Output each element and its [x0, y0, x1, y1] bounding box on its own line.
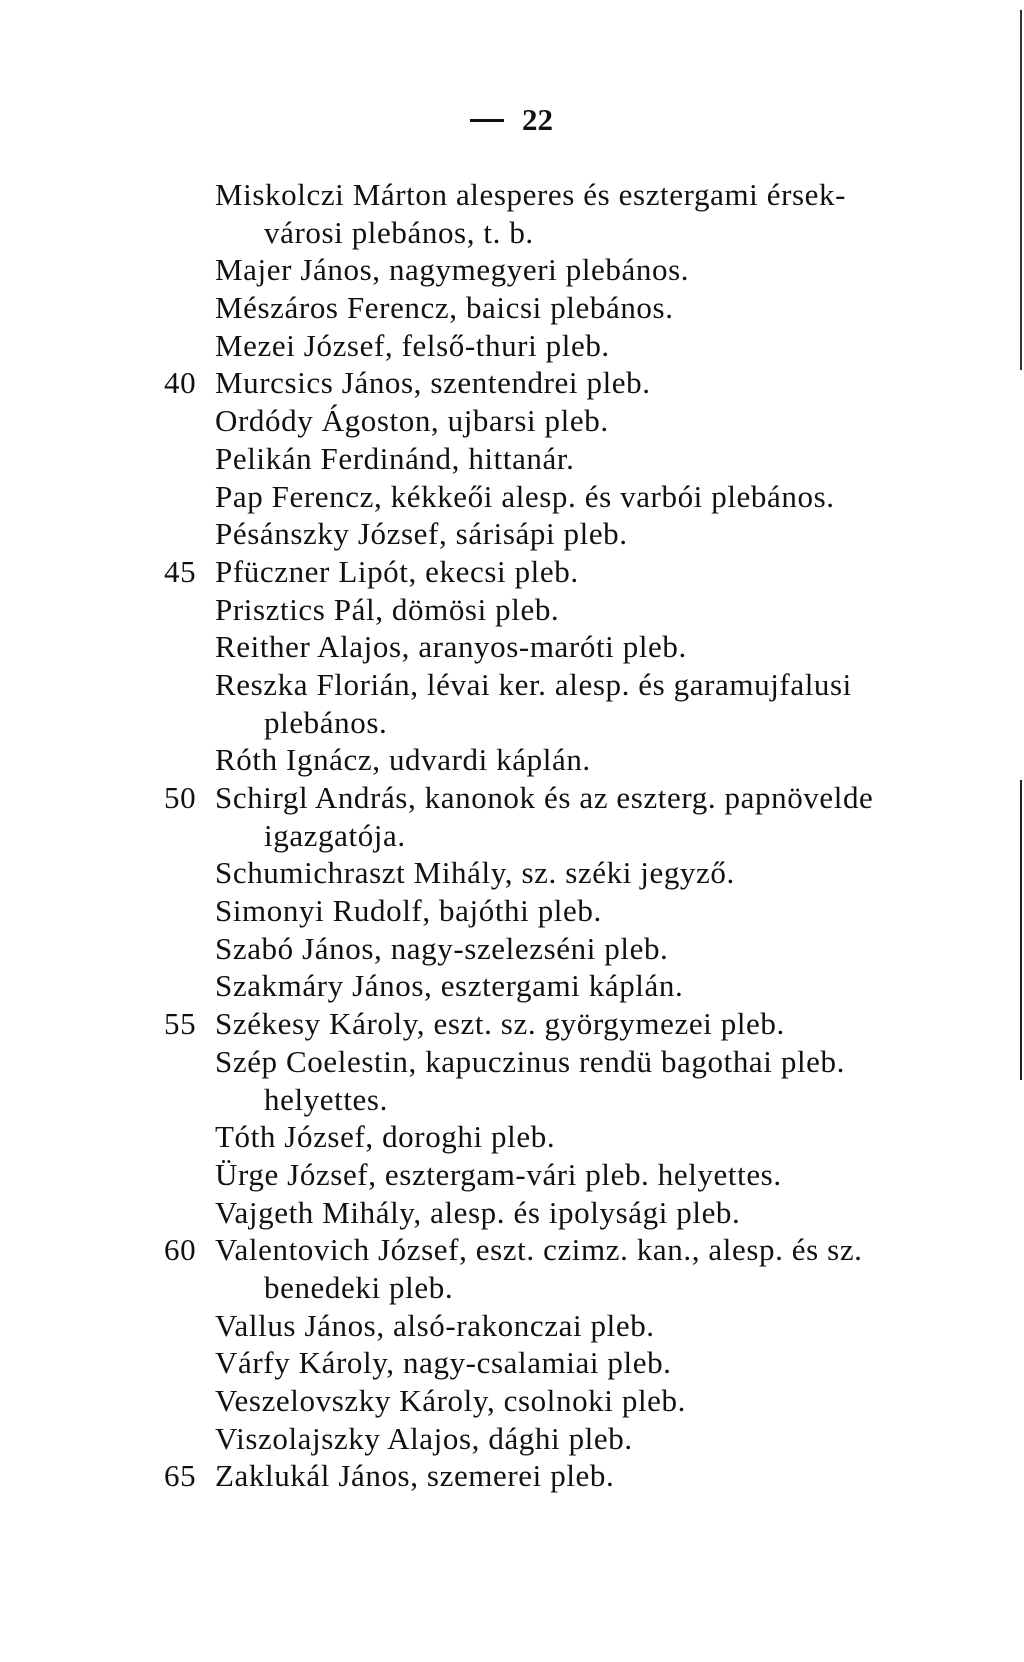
line-number: 60 — [164, 1232, 197, 1268]
entry-continuation-line — [0, 817, 1024, 855]
entry-line — [0, 1156, 1024, 1194]
entry-line — [0, 364, 1024, 402]
entry-continuation-line — [0, 1269, 1024, 1307]
entry-text: Pap Ferencz, kékkeői alesp. és varbói plebános. — [215, 478, 835, 514]
entry-text: Vajgeth Mihály, alesp. és ipolysági pleb. — [215, 1194, 741, 1230]
entry-line — [0, 1005, 1024, 1043]
entry-list — [0, 176, 1024, 1495]
page-edge-mark — [1020, 780, 1022, 1080]
entry-line — [0, 628, 1024, 666]
entry-line — [0, 289, 1024, 327]
entry-text: Tóth József, doroghi pleb. — [215, 1119, 556, 1155]
entry-line — [0, 779, 1024, 817]
entry-line — [0, 402, 1024, 440]
entry-text: Pésánszky József, sárisápi pleb. — [215, 516, 628, 552]
entry-line — [0, 930, 1024, 968]
entry-text: Róth Ignácz, udvardi káplán. — [215, 742, 591, 778]
entry-line — [0, 553, 1024, 591]
entry-text: helyettes. — [264, 1081, 388, 1117]
entry-line — [0, 1382, 1024, 1420]
entry-line — [0, 1307, 1024, 1345]
entry-line — [0, 741, 1024, 779]
entry-text: Reither Alajos, aranyos-maróti pleb. — [215, 629, 687, 665]
entry-text: Ordódy Ágoston, ujbarsi pleb. — [215, 403, 609, 439]
entry-text: Mészáros Ferencz, baicsi plebános. — [215, 290, 674, 326]
page-header — [470, 100, 553, 140]
entry-text: Prisztics Pál, dömösi pleb. — [215, 591, 560, 627]
entry-line — [0, 1231, 1024, 1269]
line-number: 45 — [164, 553, 197, 589]
entry-line — [0, 666, 1024, 704]
entry-line — [0, 854, 1024, 892]
line-number: 55 — [164, 1006, 197, 1042]
entry-line — [0, 440, 1024, 478]
entry-text: Vallus János, alsó-rakonczai pleb. — [215, 1307, 655, 1343]
line-number: 65 — [164, 1458, 197, 1494]
entry-line — [0, 515, 1024, 553]
entry-line — [0, 1457, 1024, 1495]
entry-text: Veszelovszky Károly, csolnoki pleb. — [215, 1383, 686, 1418]
entry-line — [0, 327, 1024, 365]
page-edge-mark-top — [1020, 10, 1022, 370]
entry-line — [0, 892, 1024, 930]
entry-text: Zaklukál János, szemerei pleb. — [215, 1458, 615, 1494]
entry-text: Miskolczi Márton alesperes és esztergami érsek- — [215, 177, 847, 212]
entry-text: benedeki pleb. — [264, 1269, 454, 1305]
entry-text: plebános. — [264, 704, 388, 740]
entry-line — [0, 1420, 1024, 1458]
entry-line — [0, 1118, 1024, 1156]
entry-line — [0, 1043, 1024, 1081]
line-number: 50 — [164, 780, 197, 815]
entry-line — [0, 967, 1024, 1005]
entry-line — [0, 478, 1024, 516]
entry-continuation-line — [0, 214, 1024, 252]
entry-continuation-line — [0, 1081, 1024, 1119]
entry-text: Murcsics János, szentendrei pleb. — [215, 365, 651, 401]
entry-text: városi plebános, t. b. — [264, 214, 534, 250]
entry-text: Majer János, nagymegyeri plebános. — [215, 252, 690, 288]
entry-continuation-line — [0, 704, 1024, 742]
entry-text: Valentovich József, eszt. czimz. kan., alesp. és sz. — [215, 1232, 863, 1268]
entry-line — [0, 591, 1024, 629]
entry-line — [0, 1344, 1024, 1382]
entry-text: Szakmáry János, esztergami káplán. — [215, 968, 684, 1004]
entry-text: Pelikán Ferdinánd, hittanár. — [215, 440, 575, 476]
entry-text: Reszka Florián, lévai ker. alesp. és garamujfalusi — [215, 666, 852, 702]
entry-text: Ürge József, esztergam-vári pleb. helyettes. — [215, 1156, 782, 1192]
entry-line — [0, 1194, 1024, 1232]
entry-text: Szabó János, nagy-szelezséni pleb. — [215, 930, 669, 966]
entry-text: Pfüczner Lipót, ekecsi pleb. — [215, 553, 579, 589]
entry-line — [0, 176, 1024, 214]
entry-line — [0, 251, 1024, 289]
entry-text: igazgatója. — [264, 817, 406, 853]
entry-text: Simonyi Rudolf, bajóthi pleb. — [215, 893, 602, 929]
entry-text: Várfy Károly, nagy-csalamiai pleb. — [215, 1345, 672, 1381]
page-number: 22 — [522, 102, 553, 137]
entry-text: Szép Coelestin, kapuczinus rendü bagothai pleb. — [215, 1043, 845, 1079]
line-number: 40 — [164, 365, 197, 401]
entry-text: Schumichraszt Mihály, sz. széki jegyző. — [215, 855, 735, 891]
entry-text: Viszolajszky Alajos, dághi pleb. — [215, 1420, 633, 1456]
entry-text: Schirgl András, kanonok és az eszterg. papnövelde — [215, 780, 874, 815]
header-dash — [470, 119, 504, 122]
entry-text: Székesy Károly, eszt. sz. györgymezei pleb. — [215, 1006, 785, 1042]
entry-text: Mezei József, felső-thuri pleb. — [215, 327, 610, 363]
